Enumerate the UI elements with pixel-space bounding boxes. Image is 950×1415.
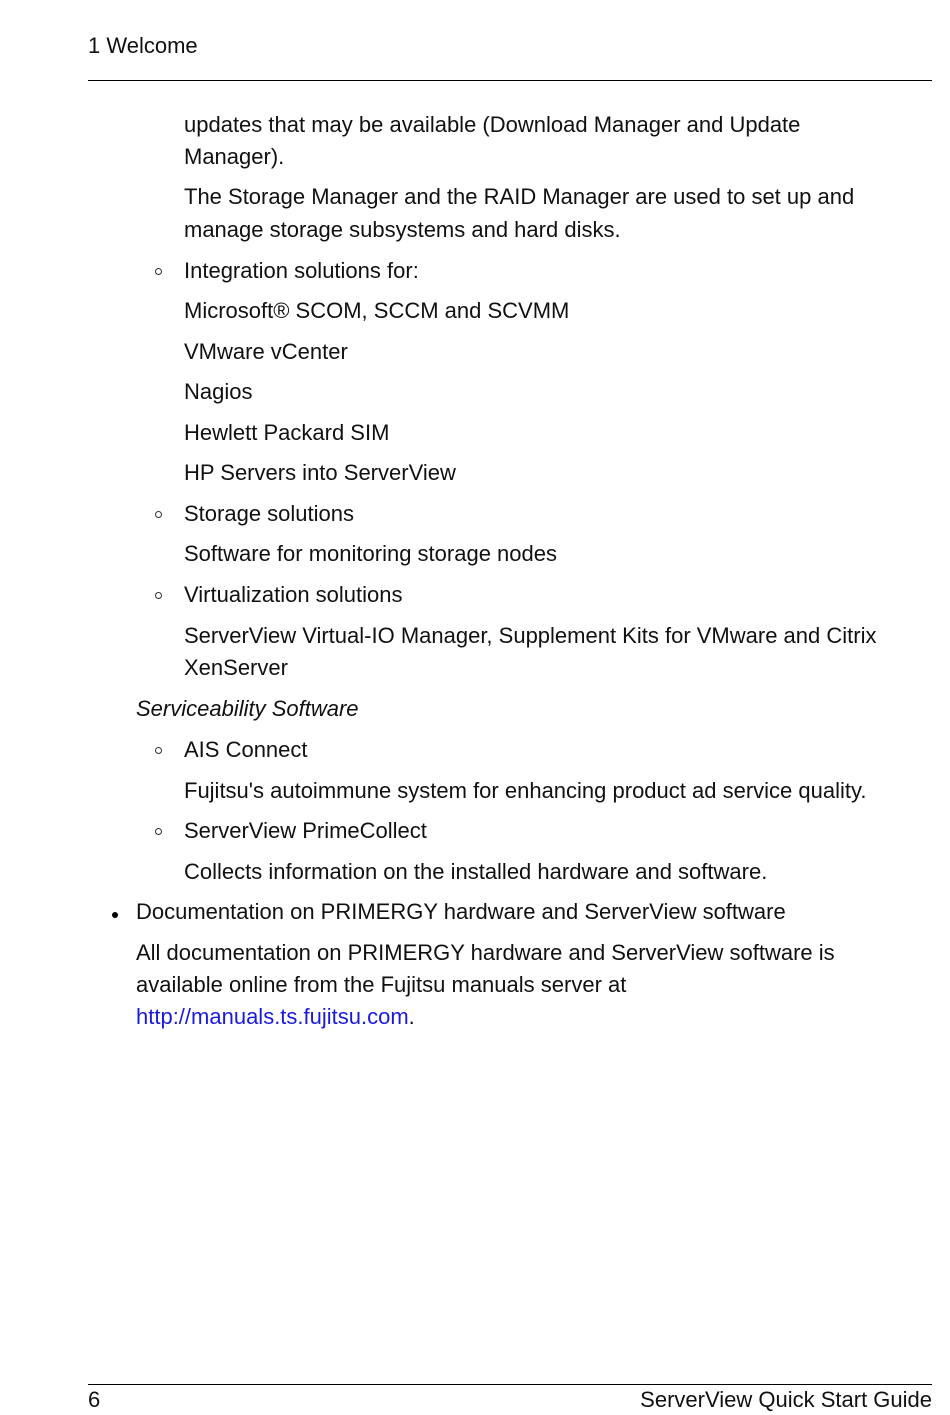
- intro-line-1: updates that may be available (Download Manager and Update: [184, 112, 801, 137]
- link-period: .: [408, 1004, 415, 1029]
- manuals-server-link[interactable]: http://manuals.ts.fujitsu.com: [136, 1004, 409, 1029]
- storage-manager-line-2: manage storage subsystems and hard disks.: [184, 217, 621, 242]
- ais-connect-desc: Fujitsu's autoimmune system for enhancing product ad service quality.: [184, 778, 867, 803]
- virtualization-desc-line-1: ServerView Virtual-IO Manager, Supplement Kits for VMware and Citrix: [184, 623, 877, 648]
- virtualization-desc-line-2: XenServer: [184, 655, 288, 680]
- storage-manager-line-1: The Storage Manager and the RAID Manager are used to set up and: [184, 184, 855, 209]
- integration-item: HP Servers into ServerView: [184, 460, 456, 485]
- serviceability-heading: Serviceability Software: [136, 696, 359, 721]
- storage-solutions-title: Storage solutions: [184, 501, 354, 526]
- virtualization-title: Virtualization solutions: [184, 582, 403, 607]
- primecollect-desc: Collects information on the installed hardware and software.: [184, 859, 768, 884]
- integration-item: Nagios: [184, 379, 253, 404]
- page-header-chapter: 1 Welcome: [88, 33, 198, 58]
- documentation-line-2: available online from the Fujitsu manuals server at: [136, 972, 627, 997]
- filled-bullet-icon: [112, 912, 118, 918]
- intro-line-2: Manager).: [184, 144, 285, 169]
- primecollect-title: ServerView PrimeCollect: [184, 818, 427, 843]
- open-bullet-icon: [155, 511, 162, 518]
- storage-solutions-desc: Software for monitoring storage nodes: [184, 541, 557, 566]
- ais-connect-title: AIS Connect: [184, 737, 308, 762]
- integration-title: Integration solutions for:: [184, 258, 419, 283]
- open-bullet-icon: [155, 828, 162, 835]
- documentation-link-line: [136, 1001, 415, 1033]
- integration-item: Hewlett Packard SIM: [184, 420, 390, 445]
- open-bullet-icon: [155, 747, 162, 754]
- document-title: ServerView Quick Start Guide: [640, 1387, 932, 1412]
- documentation-title: Documentation on PRIMERGY hardware and ServerView software: [136, 899, 786, 924]
- page-number: 6: [88, 1387, 101, 1412]
- integration-item: Microsoft® SCOM, SCCM and SCVMM: [184, 298, 570, 323]
- header-divider: [88, 80, 932, 81]
- documentation-line-1: All documentation on PRIMERGY hardware and ServerView software is: [136, 940, 835, 965]
- open-bullet-icon: [155, 268, 162, 275]
- open-bullet-icon: [155, 592, 162, 599]
- integration-item: VMware vCenter: [184, 339, 348, 364]
